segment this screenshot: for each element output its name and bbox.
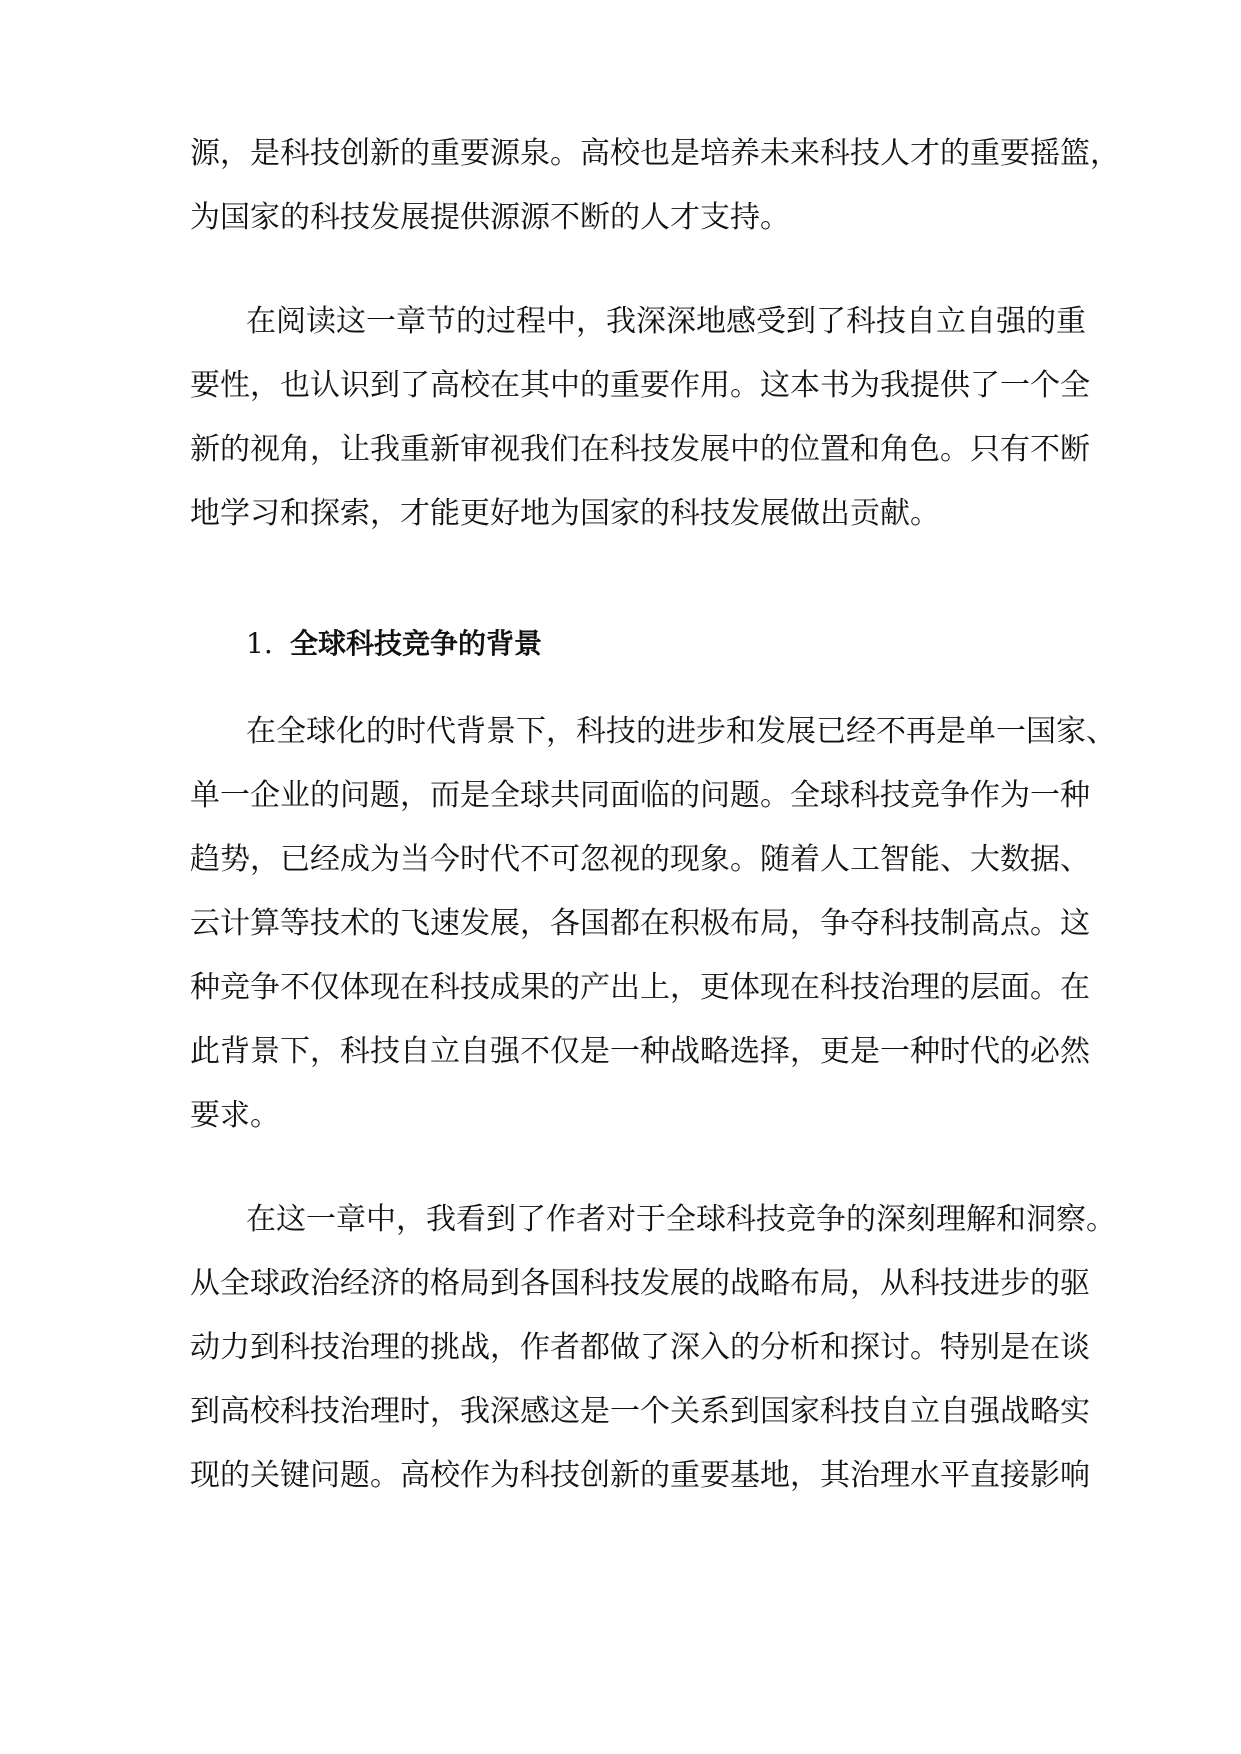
section-title: 全球科技竞争的背景 [290, 627, 543, 660]
paragraph-line: 新的视角，让我重新审视我们在科技发展中的位置和角色。只有不断 [190, 432, 1090, 467]
section-heading [246, 624, 542, 664]
paragraph-line: 单一企业的问题，而是全球共同面临的问题。全球科技竞争作为一种 [190, 778, 1090, 813]
section-number: 1. [246, 627, 273, 660]
paragraph-line: 云计算等技术的飞速发展，各国都在积极布局，争夺科技制高点。这 [190, 906, 1090, 941]
paragraph-line: 此背景下，科技自立自强不仅是一种战略选择，更是一种时代的必然 [190, 1034, 1090, 1069]
paragraph-line: 趋势，已经成为当今时代不可忽视的现象。随着人工智能、大数据、 [190, 842, 1090, 877]
paragraph-line: 到高校科技治理时，我深感这是一个关系到国家科技自立自强战略实 [190, 1394, 1090, 1429]
paragraph-line: 地学习和探索，才能更好地为国家的科技发展做出贡献。 [190, 496, 940, 531]
paragraph-line: 源，是科技创新的重要源泉。高校也是培养未来科技人才的重要摇篮， [190, 136, 1120, 171]
paragraph-line: 在这一章中，我看到了作者对于全球科技竞争的深刻理解和洞察。 [246, 1202, 1116, 1237]
paragraph-line: 要求。 [190, 1098, 280, 1133]
paragraph-line: 要性，也认识到了高校在其中的重要作用。这本书为我提供了一个全 [190, 368, 1090, 403]
paragraph-line: 动力到科技治理的挑战，作者都做了深入的分析和探讨。特别是在谈 [190, 1330, 1090, 1365]
paragraph-line: 从全球政治经济的格局到各国科技发展的战略布局，从科技进步的驱 [190, 1266, 1090, 1301]
paragraph-line: 种竞争不仅体现在科技成果的产出上，更体现在科技治理的层面。在 [190, 970, 1090, 1005]
paragraph-line: 在全球化的时代背景下，科技的进步和发展已经不再是单一国家、 [246, 714, 1116, 749]
paragraph-line: 现的关键问题。高校作为科技创新的重要基地，其治理水平直接影响 [190, 1458, 1090, 1493]
paragraph-line: 为国家的科技发展提供源源不断的人才支持。 [190, 200, 790, 235]
paragraph-line: 在阅读这一章节的过程中，我深深地感受到了科技自立自强的重 [246, 304, 1086, 339]
